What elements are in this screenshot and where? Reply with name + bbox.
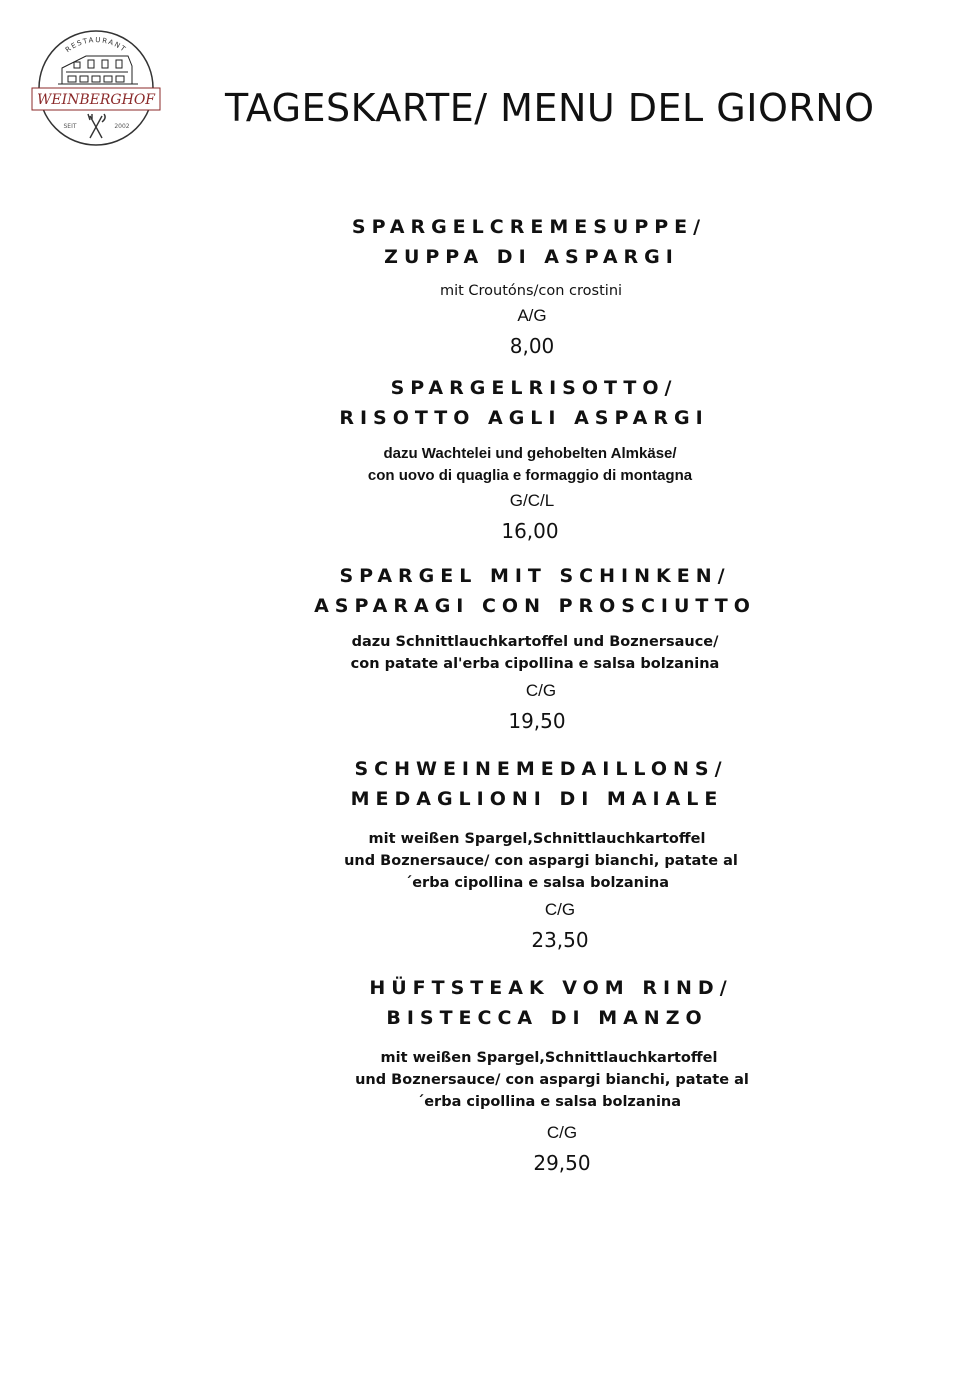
dish-allergens: A/G bbox=[517, 306, 547, 325]
dish-description: mit weißen Spargel,Schnittlauchkartoffel und Boznersauce/ con aspargi bianchi, patate al ´erba cipollina e salsa bolzanina bbox=[344, 831, 738, 891]
restaurant-logo bbox=[28, 28, 164, 148]
dish-price: 16,00 bbox=[501, 519, 559, 543]
dish-name: SCHWEINEMEDAILLONS/ MEDAGLIONI DI MAIALE bbox=[350, 758, 728, 810]
menu-item bbox=[0, 373, 978, 543]
fork-knife-icon bbox=[88, 114, 105, 138]
dish-description: mit weißen Spargel,Schnittlauchkartoffel und Boznersauce/ con aspargi bianchi, patate al ´erba cipollina e salsa bolzanina bbox=[355, 1050, 749, 1110]
dish-name: SPARGELCREMESUPPE/ ZUPPA DI ASPARGI bbox=[351, 216, 707, 268]
dish-price: 29,50 bbox=[533, 1151, 591, 1175]
dish-name: SPARGEL MIT SCHINKEN/ ASPARAGI CON PROSCIUTTO bbox=[314, 565, 756, 617]
menu-item bbox=[0, 754, 978, 952]
dish-allergens: G/C/L bbox=[509, 491, 555, 510]
logo-since-right: 2002 bbox=[114, 123, 130, 130]
building-sketch bbox=[58, 56, 138, 84]
dish-name: SPARGELRISOTTO/ RISOTTO AGLI ASPARGI bbox=[339, 377, 709, 429]
dish-description: mit Croutóns/con crostini bbox=[439, 283, 623, 299]
dish-description: dazu Wachtelei und gehobelten Almkäse/ con uovo di quaglia e formaggio di montagna bbox=[367, 445, 693, 484]
logo-top-text: RESTAURANT bbox=[64, 36, 129, 55]
logo-since-left: SEIT bbox=[63, 123, 77, 130]
dish-name: HÜFTSTEAK VOM RIND/ BISTECCA DI MANZO bbox=[369, 977, 733, 1029]
dish-price: 8,00 bbox=[509, 334, 555, 358]
menu-item bbox=[0, 973, 978, 1175]
page-title: TAGESKARTE/ MENU DEL GIORNO bbox=[225, 86, 875, 130]
logo-name: WEINBERGHOF bbox=[36, 92, 156, 108]
dish-price: 23,50 bbox=[531, 928, 589, 952]
menu-item bbox=[0, 561, 978, 733]
dish-price: 19,50 bbox=[508, 709, 566, 733]
dish-allergens: C/G bbox=[546, 1123, 578, 1142]
dish-allergens: C/G bbox=[525, 681, 557, 700]
menu-item bbox=[0, 212, 978, 358]
dish-description: dazu Schnittlauchkartoffel und Boznersauce/ con patate al'erba cipollina e salsa bolzanina bbox=[350, 634, 720, 672]
dish-allergens: C/G bbox=[544, 900, 576, 919]
